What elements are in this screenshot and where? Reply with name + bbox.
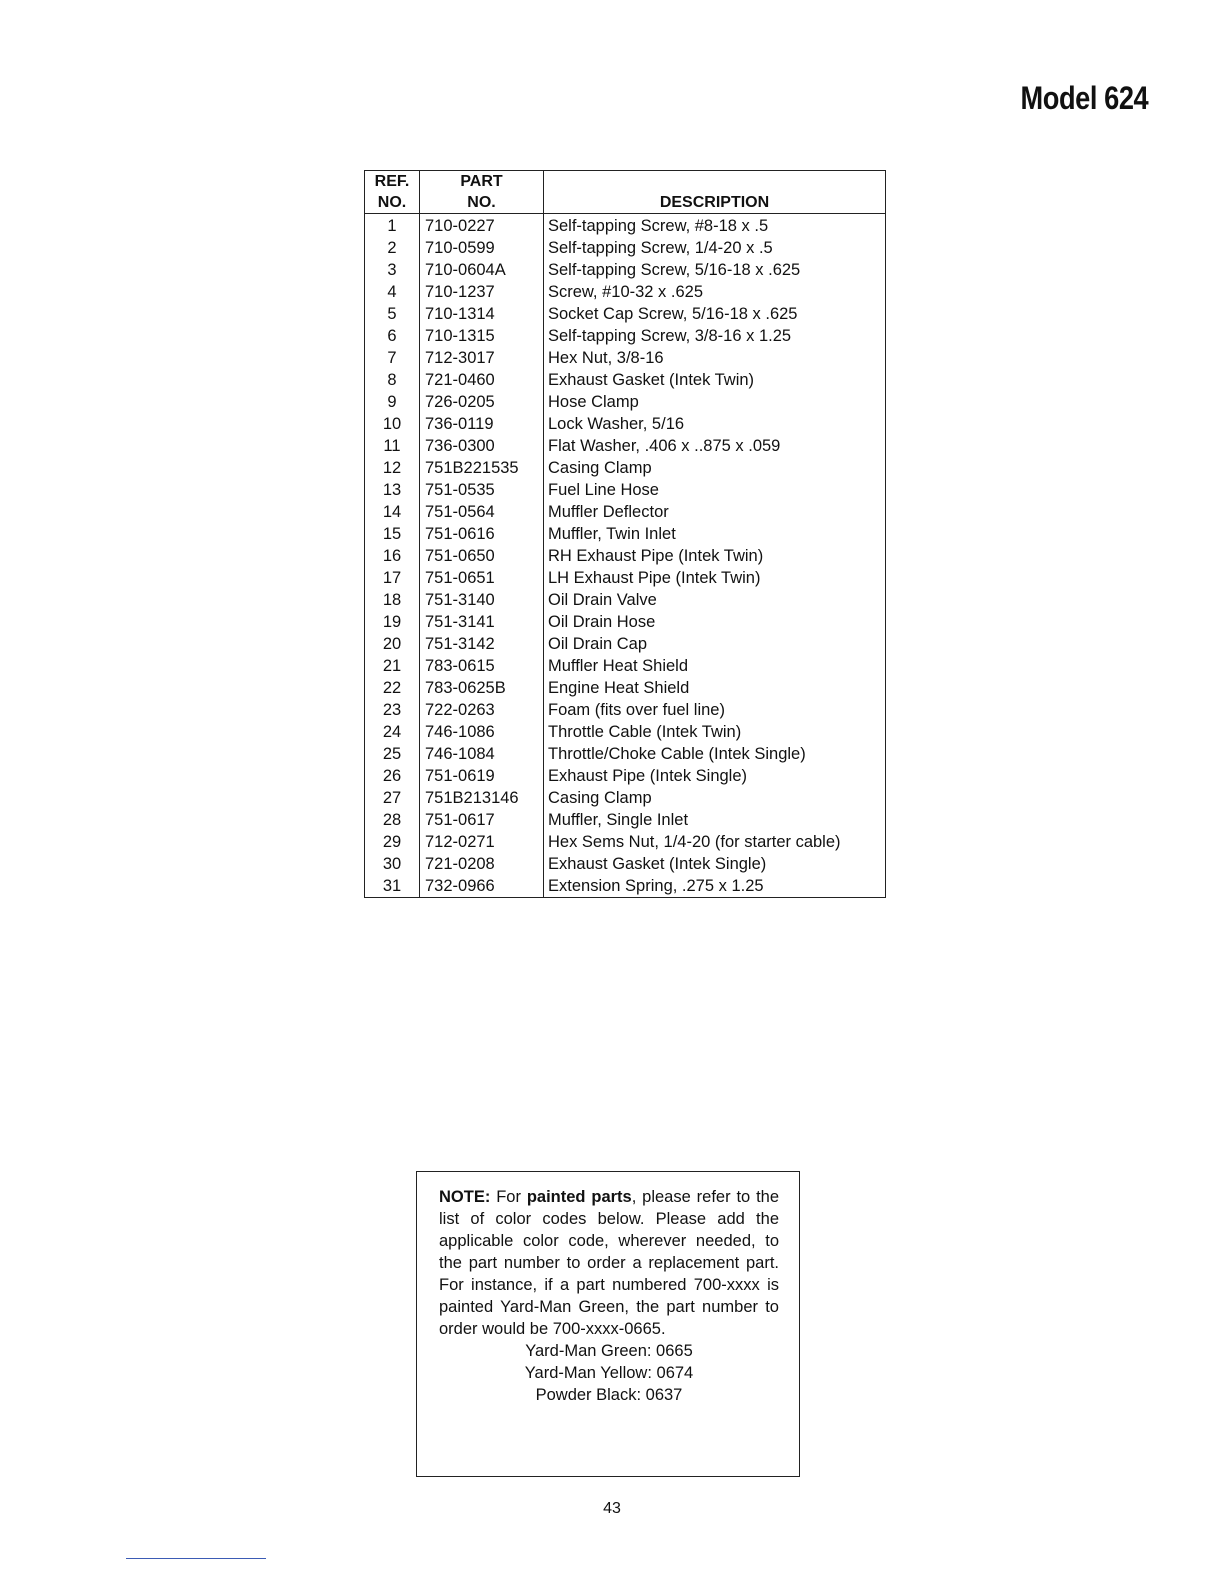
note-label: NOTE: [439, 1188, 491, 1206]
description-cell: Foam (fits over fuel line) [548, 701, 725, 719]
table-row [365, 237, 886, 259]
description-cell: Fuel Line Hose [548, 481, 659, 499]
ref-no-cell: 19 [365, 611, 420, 633]
ref-no-cell: 1 [365, 214, 420, 238]
part-no-cell: 710-0599 [420, 237, 544, 259]
ref-no-cell: 11 [365, 435, 420, 457]
part-no-cell: 712-0271 [420, 831, 544, 853]
ref-no-cell: 22 [365, 677, 420, 699]
part-no-cell: 751B213146 [420, 787, 544, 809]
ref-no-cell: 27 [365, 787, 420, 809]
part-no-cell: 710-1314 [420, 303, 544, 325]
table-row [365, 303, 886, 325]
description-cell: Hex Sems Nut, 1/4-20 (for starter cable) [548, 833, 841, 851]
part-no-cell: 710-0604A [420, 259, 544, 281]
part-no-cell: 751-0619 [420, 765, 544, 787]
part-no-cell: 721-0208 [420, 853, 544, 875]
table-row [365, 347, 886, 369]
ref-no-cell: 26 [365, 765, 420, 787]
description-cell: Casing Clamp [548, 459, 652, 477]
ref-no-cell: 29 [365, 831, 420, 853]
description-cell: Oil Drain Hose [548, 613, 656, 631]
description-header: DESCRIPTION [544, 171, 886, 214]
note-emphasis: painted parts [526, 1188, 632, 1206]
part-no-cell: 726-0205 [420, 391, 544, 413]
table-row [365, 831, 886, 853]
part-no-cell: 746-1086 [420, 721, 544, 743]
description-cell: Exhaust Pipe (Intek Single) [548, 767, 748, 785]
description-cell: Screw, #10-32 x .625 [548, 283, 704, 301]
table-row [365, 259, 886, 281]
table-row [365, 369, 886, 391]
part-no-cell: 751-0650 [420, 545, 544, 567]
table-row [365, 809, 886, 831]
page-number: 43 [603, 1500, 621, 1517]
table-row [365, 655, 886, 677]
description-cell: Exhaust Gasket (Intek Twin) [548, 371, 755, 389]
ref-no-header: REF. NO. [365, 171, 420, 214]
ref-no-cell: 14 [365, 501, 420, 523]
part-no-cell: 732-0966 [420, 875, 544, 898]
part-no-cell: 751-0616 [420, 523, 544, 545]
table-row [365, 325, 886, 347]
table-row [365, 413, 886, 435]
table-row [365, 765, 886, 787]
ref-no-cell: 18 [365, 589, 420, 611]
part-no-cell: 736-0119 [420, 413, 544, 435]
description-cell: Muffler, Single Inlet [548, 811, 689, 829]
description-cell: Muffler Heat Shield [548, 657, 689, 675]
table-row [365, 853, 886, 875]
description-cell: Casing Clamp [548, 789, 652, 807]
ref-no-cell: 20 [365, 633, 420, 655]
table-row [365, 721, 886, 743]
color-code-item: Powder Black: 0637 [535, 1386, 683, 1404]
painted-parts-note [416, 1171, 800, 1477]
table-row [365, 457, 886, 479]
ref-no-cell: 15 [365, 523, 420, 545]
parts-table [364, 170, 886, 898]
ref-no-cell: 13 [365, 479, 420, 501]
description-cell: Socket Cap Screw, 5/16-18 x .625 [548, 305, 798, 323]
part-no-cell: 751-3141 [420, 611, 544, 633]
table-row [365, 545, 886, 567]
description-cell: Lock Washer, 5/16 [548, 415, 685, 433]
ref-no-cell: 9 [365, 391, 420, 413]
ref-no-cell: 23 [365, 699, 420, 721]
description-cell: Oil Drain Cap [548, 635, 648, 653]
ref-no-cell: 24 [365, 721, 420, 743]
part-no-cell: 712-3017 [420, 347, 544, 369]
part-no-cell: 710-1237 [420, 281, 544, 303]
ref-no-cell: 17 [365, 567, 420, 589]
ref-no-cell: 2 [365, 237, 420, 259]
description-cell: Self-tapping Screw, 5/16-18 x .625 [548, 261, 801, 279]
table-row [365, 633, 886, 655]
part-no-cell: 736-0300 [420, 435, 544, 457]
table-row [365, 281, 886, 303]
table-row [365, 677, 886, 699]
table-row [365, 214, 886, 238]
description-cell: LH Exhaust Pipe (Intek Twin) [548, 569, 761, 587]
part-no-cell: 721-0460 [420, 369, 544, 391]
parts-table-body [365, 214, 886, 898]
table-row [365, 523, 886, 545]
ref-no-cell: 16 [365, 545, 420, 567]
part-no-cell: 751-0617 [420, 809, 544, 831]
ref-no-cell: 4 [365, 281, 420, 303]
part-no-cell: 751-0651 [420, 567, 544, 589]
note-text: NOTE: For painted parts, please refer to the list of color codes below. Please add the applicable color code, wherever needed, to the part number to order a replacement part. For instance, if a part numbered 700-xxxx is painted Yard-Man Green, the part number to order would be 700-xxxx-0665. [439, 1188, 780, 1338]
description-cell: Muffler, Twin Inlet [548, 525, 676, 543]
part-no-cell: 751-0535 [420, 479, 544, 501]
table-row [365, 567, 886, 589]
table-row [365, 787, 886, 809]
part-no-cell: 722-0263 [420, 699, 544, 721]
ref-no-cell: 28 [365, 809, 420, 831]
description-cell: Self-tapping Screw, 3/8-16 x 1.25 [548, 327, 792, 345]
part-no-cell: 751-3142 [420, 633, 544, 655]
table-header-row [365, 171, 886, 214]
ref-no-cell: 3 [365, 259, 420, 281]
table-row [365, 479, 886, 501]
table-row [365, 699, 886, 721]
table-row [365, 501, 886, 523]
ref-no-cell: 7 [365, 347, 420, 369]
ref-no-cell: 5 [365, 303, 420, 325]
ref-no-cell: 6 [365, 325, 420, 347]
color-code-item: Yard-Man Yellow: 0674 [524, 1364, 694, 1382]
description-cell: Hex Nut, 3/8-16 [548, 349, 664, 367]
description-cell: Flat Washer, .406 x ..875 x .059 [548, 437, 781, 455]
table-row [365, 611, 886, 633]
part-no-cell: 746-1084 [420, 743, 544, 765]
table-row [365, 391, 886, 413]
description-cell: Oil Drain Valve [548, 591, 657, 609]
description-cell: Hose Clamp [548, 393, 639, 411]
table-row [365, 875, 886, 898]
table-row [365, 743, 886, 765]
description-cell: Self-tapping Screw, #8-18 x .5 [548, 217, 769, 235]
table-row [365, 435, 886, 457]
part-no-cell: 751-0564 [420, 501, 544, 523]
ref-no-cell: 12 [365, 457, 420, 479]
part-no-cell: 751B221535 [420, 457, 544, 479]
part-no-cell: 710-1315 [420, 325, 544, 347]
description-cell: Self-tapping Screw, 1/4-20 x .5 [548, 239, 773, 257]
ref-no-cell: 30 [365, 853, 420, 875]
color-code-item: Yard-Man Green: 0665 [525, 1342, 693, 1360]
part-no-cell: 783-0615 [420, 655, 544, 677]
ref-no-cell: 10 [365, 413, 420, 435]
part-no-cell: 710-0227 [420, 214, 544, 238]
ref-no-cell: 8 [365, 369, 420, 391]
color-code-list [439, 1340, 779, 1406]
part-no-cell: 783-0625B [420, 677, 544, 699]
description-cell: Throttle Cable (Intek Twin) [548, 723, 742, 741]
description-cell: Exhaust Gasket (Intek Single) [548, 855, 767, 873]
part-no-header: PART NO. [420, 171, 544, 214]
description-cell: RH Exhaust Pipe (Intek Twin) [548, 547, 764, 565]
ref-no-cell: 25 [365, 743, 420, 765]
part-no-cell: 751-3140 [420, 589, 544, 611]
model-title: Model 624 [1020, 80, 1148, 116]
description-cell: Muffler Deflector [548, 503, 669, 521]
ref-no-cell: 21 [365, 655, 420, 677]
table-row [365, 589, 886, 611]
footer-divider [126, 1558, 266, 1559]
description-cell: Extension Spring, .275 x 1.25 [548, 877, 764, 895]
description-cell: Engine Heat Shield [548, 679, 690, 697]
description-cell: Throttle/Choke Cable (Intek Single) [548, 745, 806, 763]
ref-no-cell: 31 [365, 875, 420, 898]
